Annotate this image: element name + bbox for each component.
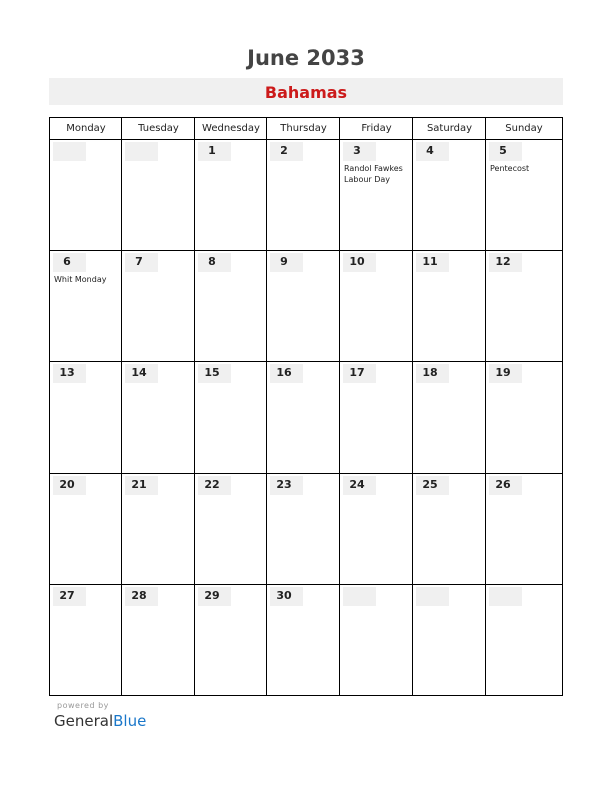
day-number-box (198, 476, 231, 495)
day-number-box (343, 253, 376, 272)
country-band (49, 78, 563, 105)
day-number: 26 (495, 478, 511, 491)
day-cell (122, 362, 194, 473)
day-cell (50, 585, 121, 694)
day-number: 6 (63, 255, 71, 268)
day-number-box (270, 587, 303, 606)
day-number: 12 (495, 255, 511, 268)
day-cell (486, 474, 561, 584)
generalblue-logo[interactable] (54, 712, 146, 730)
day-number-box (416, 587, 449, 606)
day-number-box (198, 587, 231, 606)
day-cell (50, 474, 121, 584)
day-cell (340, 585, 412, 694)
day-number-box (489, 142, 522, 161)
day-number-box (343, 364, 376, 383)
day-number: 16 (276, 366, 292, 379)
day-number: 3 (353, 144, 361, 157)
day-number: 19 (495, 366, 511, 379)
weekday-header-thursday: Thursday (280, 123, 327, 134)
day-cell (267, 251, 339, 361)
day-number: 8 (208, 255, 216, 268)
day-number-box (125, 253, 158, 272)
weekday-header-friday: Friday (361, 123, 392, 134)
day-number: 15 (204, 366, 220, 379)
day-number: 2 (280, 144, 288, 157)
day-cell (340, 362, 412, 473)
day-number-box (198, 142, 231, 161)
day-number: 14 (131, 366, 147, 379)
day-number-box (416, 142, 449, 161)
day-cell (50, 140, 121, 250)
day-cell (486, 585, 561, 694)
day-number-box (270, 476, 303, 495)
powered-by-label: powered by (57, 701, 109, 710)
holiday-label: Randol Fawkes Labour Day (344, 164, 403, 184)
day-number: 10 (349, 255, 365, 268)
day-cell (50, 362, 121, 473)
day-number: 5 (499, 144, 507, 157)
day-number-box (343, 142, 376, 161)
holiday-label: Whit Monday (54, 275, 107, 284)
day-number-box (53, 364, 86, 383)
day-cell (340, 251, 412, 361)
day-number-box (416, 476, 449, 495)
day-cell (413, 474, 485, 584)
day-cell (267, 140, 339, 250)
country-name: Bahamas (264, 83, 348, 102)
day-cell (195, 140, 266, 250)
day-cell (486, 251, 561, 361)
weekday-header-wednesday: Wednesday (202, 123, 260, 134)
day-number-box (198, 364, 231, 383)
day-cell (122, 251, 194, 361)
day-number-box (270, 142, 303, 161)
day-cell (413, 251, 485, 361)
day-number-box (125, 364, 158, 383)
day-number: 23 (276, 478, 292, 491)
brand-general-text: General (54, 712, 114, 730)
day-number-box (343, 476, 376, 495)
day-number: 24 (349, 478, 365, 491)
day-number-box (198, 253, 231, 272)
day-number-box (489, 253, 522, 272)
day-number-box (53, 476, 86, 495)
brand-blue-text: Blue (113, 712, 147, 730)
day-cell (195, 362, 266, 473)
day-cell (195, 251, 266, 361)
day-cell (486, 362, 561, 473)
day-cell (413, 140, 485, 250)
day-cell (486, 140, 561, 250)
weekday-header-monday: Monday (66, 123, 106, 134)
day-cell (122, 585, 194, 694)
day-cell (267, 585, 339, 694)
day-cell (340, 140, 412, 250)
day-number: 1 (208, 144, 216, 157)
calendar-grid (49, 117, 563, 696)
page-title: June 2033 (247, 46, 365, 70)
day-number: 7 (135, 255, 143, 268)
day-number: 13 (59, 366, 75, 379)
day-cell (267, 362, 339, 473)
weekday-header-saturday: Saturday (426, 123, 473, 134)
day-cell (340, 474, 412, 584)
day-number: 17 (349, 366, 365, 379)
day-number: 11 (422, 255, 438, 268)
day-number: 25 (422, 478, 438, 491)
day-number-box (489, 364, 522, 383)
day-cell (195, 474, 266, 584)
day-number: 18 (422, 366, 438, 379)
weekday-header-tuesday: Tuesday (138, 123, 179, 134)
day-number-box (489, 587, 522, 606)
day-number: 27 (59, 589, 75, 602)
day-number-box (125, 142, 158, 161)
day-number: 20 (59, 478, 75, 491)
day-cell (122, 140, 194, 250)
day-number: 22 (204, 478, 220, 491)
day-number: 29 (204, 589, 220, 602)
day-number: 21 (131, 478, 147, 491)
day-cell (413, 585, 485, 694)
day-number: 30 (276, 589, 292, 602)
day-number-box (125, 476, 158, 495)
day-number-box (416, 253, 449, 272)
day-number: 28 (131, 589, 147, 602)
day-number-box (343, 587, 376, 606)
day-number-box (270, 364, 303, 383)
day-number: 4 (426, 144, 434, 157)
day-number-box (53, 142, 86, 161)
day-number: 9 (280, 255, 288, 268)
day-number-box (125, 587, 158, 606)
day-cell (195, 585, 266, 694)
weekday-header-sunday: Sunday (505, 123, 543, 134)
day-number-box (53, 587, 86, 606)
day-number-box (53, 253, 86, 272)
day-number-box (270, 253, 303, 272)
day-number-box (489, 476, 522, 495)
day-cell (413, 362, 485, 473)
day-cell (122, 474, 194, 584)
day-cell (267, 474, 339, 584)
holiday-label: Pentecost (490, 164, 530, 173)
day-cell (50, 251, 121, 361)
day-number-box (416, 364, 449, 383)
